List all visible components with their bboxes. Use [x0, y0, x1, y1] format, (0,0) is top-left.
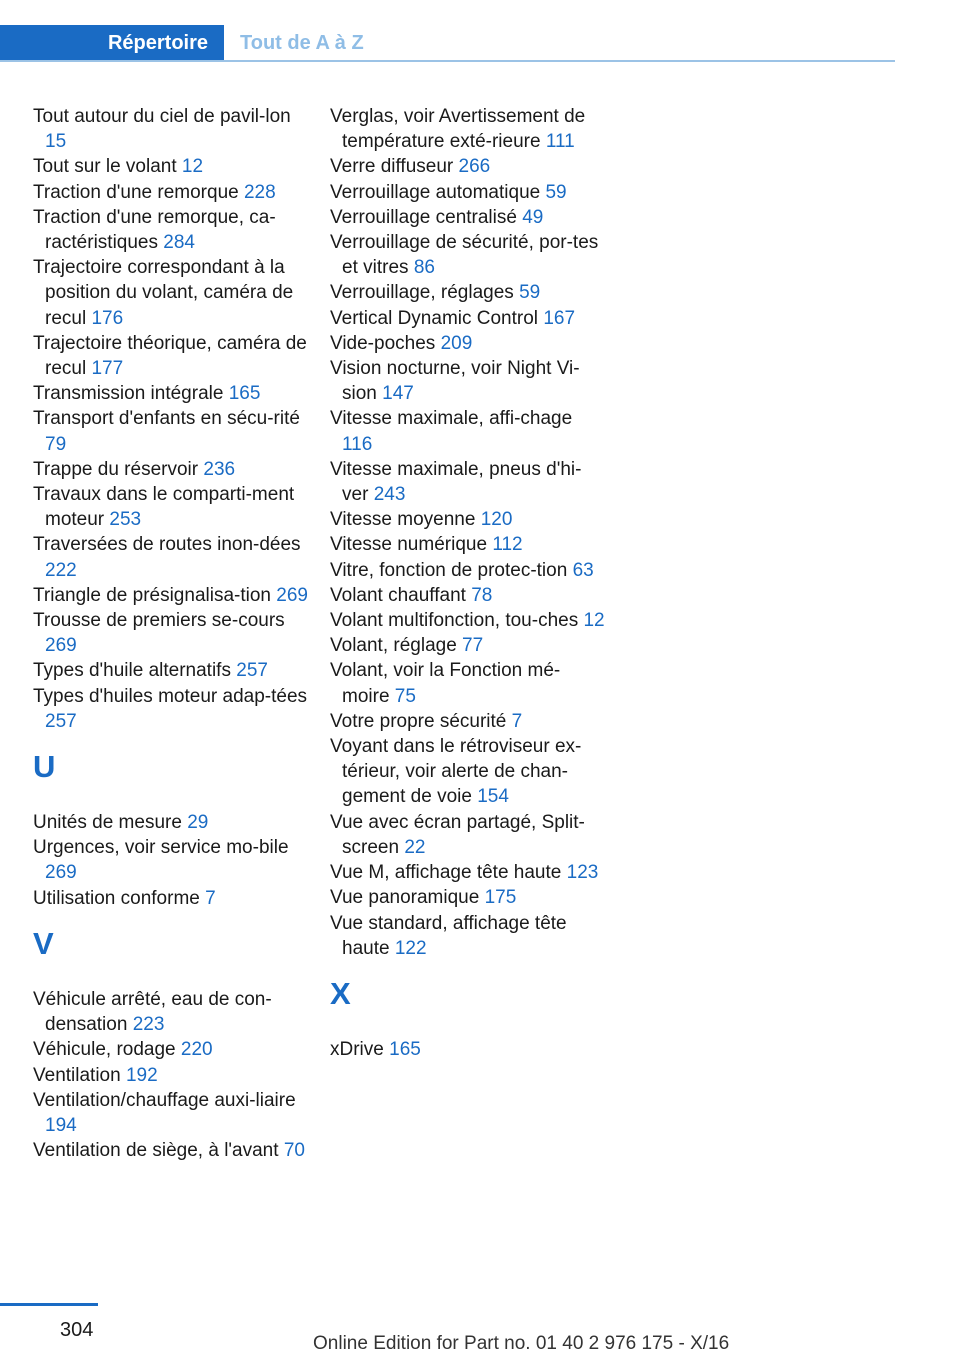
- section-letter-x: X: [330, 975, 351, 1011]
- index-entry-text: Volant, réglage: [330, 635, 457, 657]
- page-link[interactable]: 269: [276, 584, 308, 606]
- index-entry: [330, 306, 605, 331]
- index-entry-text: Trajectoire correspondant à la position du volant, caméra de recul: [33, 257, 294, 329]
- index-entry: [33, 684, 308, 734]
- index-entry: [330, 810, 605, 860]
- page-link[interactable]: 12: [181, 156, 204, 178]
- page-link[interactable]: 123: [566, 862, 599, 884]
- page-link[interactable]: 257: [45, 710, 77, 732]
- page-link[interactable]: 253: [109, 509, 142, 531]
- page-link[interactable]: 269: [45, 862, 77, 884]
- index-entry-text: Vue avec écran partagé, Split-screen: [330, 811, 585, 858]
- index-entry: [33, 608, 308, 658]
- index-entry: [330, 633, 605, 658]
- index-entry-text: Transport d'enfants en sécu-rité: [33, 408, 300, 430]
- index-entry: [33, 482, 308, 532]
- page-link[interactable]: 257: [236, 660, 268, 682]
- index-entry-text: Vitesse maximale, affi-chage: [330, 408, 573, 430]
- page-link[interactable]: 86: [413, 257, 435, 279]
- index-entry-text: Volant multifonction, tou-ches: [330, 610, 579, 632]
- index-entry: [330, 230, 605, 280]
- page-link[interactable]: 284: [163, 232, 195, 254]
- index-entry-text: Triangle de présignalisa-tion: [33, 584, 271, 606]
- page-link[interactable]: 59: [545, 181, 567, 203]
- index-entry-text: Véhicule, rodage: [33, 1039, 176, 1061]
- edition-note: Online Edition for Part no. 01 40 2 976 175 - X/16: [313, 1333, 730, 1354]
- page-link[interactable]: 75: [394, 685, 416, 707]
- page-link[interactable]: 220: [180, 1039, 213, 1061]
- index-entry: [330, 205, 605, 230]
- index-entry: [330, 180, 605, 205]
- page-link[interactable]: 78: [471, 584, 493, 606]
- index-entry: [330, 154, 605, 179]
- index-entry: [330, 583, 605, 608]
- index-entry-text: Vitesse moyenne: [330, 509, 476, 531]
- page-link[interactable]: 177: [91, 358, 124, 380]
- index-entry-text: Transmission intégrale: [33, 383, 224, 405]
- page-link[interactable]: 165: [389, 1038, 421, 1060]
- page-link[interactable]: 15: [45, 131, 67, 153]
- page-link[interactable]: 79: [45, 433, 67, 455]
- index-entry-text: Trousse de premiers se-cours: [33, 610, 285, 632]
- index-entry: [33, 406, 308, 456]
- page-link[interactable]: 111: [545, 131, 575, 153]
- index-entry: [330, 558, 605, 583]
- index-entry-text: Utilisation conforme: [33, 887, 200, 909]
- page-link[interactable]: 154: [477, 786, 509, 808]
- page-link[interactable]: 12: [583, 610, 605, 632]
- index-entry: [330, 734, 605, 810]
- index-entry-text: Vide-poches: [330, 332, 436, 354]
- index-entry: [330, 280, 605, 305]
- index-entry: [330, 532, 605, 557]
- index-entry-text: Travaux dans le comparti-ment moteur: [33, 484, 295, 531]
- index-entry: [33, 1037, 308, 1062]
- index-entry: [33, 1088, 308, 1138]
- index-entry-text: Vertical Dynamic Control: [330, 307, 539, 329]
- page-link[interactable]: 59: [519, 282, 541, 304]
- index-entry-text: Types d'huile alternatifs: [33, 660, 231, 682]
- index-entry: [330, 1037, 605, 1062]
- index-entry-text: xDrive: [330, 1038, 384, 1060]
- index-entry: [33, 205, 308, 255]
- index-entry-text: Traction d'une remorque, ca-ractéristiques: [33, 206, 276, 254]
- index-entry: [33, 331, 308, 381]
- index-entry-text: Urgences, voir service mo-bile: [33, 837, 289, 859]
- index-entry-text: Verrouillage automatique: [330, 181, 541, 203]
- page-link[interactable]: 223: [132, 1014, 165, 1036]
- index-entry-text: Traction d'une remorque: [33, 181, 239, 203]
- page-link[interactable]: 194: [45, 1114, 77, 1136]
- index-entry-text: Vue M, affichage tête haute: [330, 862, 562, 884]
- index-entry: [33, 457, 308, 482]
- index-column-right: [330, 104, 605, 1062]
- index-column-left: [33, 104, 308, 1163]
- index-entry: [33, 532, 308, 582]
- page-link[interactable]: 112: [492, 534, 523, 556]
- index-entry: [33, 1138, 308, 1163]
- index-entry-text: Ventilation de siège, à l'avant: [33, 1140, 279, 1162]
- index-entry-text: Véhicule arrêté, eau de con-densation: [33, 988, 272, 1036]
- index-entry-text: Vue standard, affichage tête haute: [330, 912, 567, 959]
- index-entry-text: Traversées de routes inon-dées: [33, 534, 301, 556]
- page-link[interactable]: 228: [243, 181, 276, 203]
- index-entry-text: Trajectoire théorique, caméra de recul: [33, 332, 307, 380]
- page-link[interactable]: 70: [283, 1140, 305, 1162]
- index-entry-text: Vitesse maximale, pneus d'hi-ver: [330, 458, 582, 506]
- index-group-t: [33, 104, 308, 734]
- page-link[interactable]: 209: [440, 332, 473, 354]
- index-entry: [33, 886, 308, 911]
- index-entry: [330, 406, 605, 456]
- index-entry-text: Vitesse numérique: [330, 534, 488, 556]
- index-entry: [33, 583, 308, 608]
- page-number: 304: [60, 1319, 94, 1341]
- page-link[interactable]: 175: [484, 887, 517, 909]
- index-entry: [33, 658, 308, 683]
- index-entry-text: Types d'huiles moteur adap-tées: [33, 685, 308, 707]
- index-group-u: [33, 810, 308, 911]
- index-entry-text: Tout autour du ciel de pavil-lon: [33, 106, 291, 127]
- index-entry-text: Unités de mesure: [33, 812, 182, 834]
- page-link[interactable]: 176: [91, 307, 124, 329]
- tab-repertoire[interactable]: Répertoire: [0, 25, 224, 62]
- index-entry: [33, 154, 308, 179]
- index-group-v-right: [330, 104, 605, 961]
- index-entry: [330, 104, 605, 154]
- page-link[interactable]: 122: [394, 937, 427, 959]
- index-entry: [33, 255, 308, 331]
- page-link[interactable]: 236: [203, 458, 236, 480]
- section-letter-v: V: [33, 925, 54, 961]
- page-link[interactable]: 29: [187, 812, 209, 834]
- page-link[interactable]: 165: [228, 383, 261, 405]
- page-link[interactable]: 243: [373, 484, 406, 506]
- index-entry-text: Verre diffuseur: [330, 156, 454, 178]
- index-entry-text: Vitre, fonction de protec-tion: [330, 559, 568, 581]
- index-entry: [330, 658, 605, 708]
- index-entry: [330, 507, 605, 532]
- index-entry-text: Voyant dans le rétroviseur ex-térieur, voir alerte de chan-gement de voie: [330, 736, 582, 808]
- index-entry-text: Verrouillage de sécurité, por-tes et vitres: [330, 232, 599, 279]
- page-link[interactable]: 49: [522, 206, 544, 228]
- page-link[interactable]: 147: [382, 383, 414, 405]
- page-link[interactable]: 22: [404, 836, 426, 858]
- index-entry-text: Vue panoramique: [330, 887, 480, 909]
- page-link[interactable]: 266: [458, 156, 491, 178]
- page-link[interactable]: 269: [45, 635, 77, 657]
- header-tab-bar: [0, 25, 895, 62]
- index-entry-text: Vision nocturne, voir Night Vi-sion: [330, 358, 580, 405]
- index-entry-text: Volant chauffant: [330, 584, 466, 606]
- index-entry: [330, 885, 605, 910]
- index-entry: [33, 180, 308, 205]
- index-entry-text: Verglas, voir Avertissement de température exté-rieure: [330, 106, 586, 153]
- page-link[interactable]: 116: [342, 433, 373, 455]
- index-entry: [33, 1063, 308, 1088]
- page-link[interactable]: 7: [511, 710, 523, 732]
- index-group-x: [330, 1037, 605, 1062]
- footer-accent-line: [0, 1303, 98, 1306]
- page-link[interactable]: 167: [543, 307, 576, 329]
- index-entry-text: Trappe du réservoir: [33, 458, 199, 480]
- index-entry: [330, 860, 605, 885]
- index-entry: [330, 709, 605, 734]
- index-entry: [330, 356, 605, 406]
- index-entry: [33, 381, 308, 406]
- index-entry: [330, 608, 605, 633]
- page-link[interactable]: 7: [205, 887, 216, 909]
- index-entry: [33, 835, 308, 885]
- index-entry: [33, 987, 308, 1037]
- index-entry-text: Ventilation/chauffage auxi-liaire: [33, 1089, 296, 1111]
- index-entry: [33, 104, 308, 154]
- index-entry: [330, 331, 605, 356]
- index-entry-text: Verrouillage, réglages: [330, 282, 514, 304]
- page-link[interactable]: 192: [125, 1064, 158, 1086]
- index-entry-text: Volant, voir la Fonction mé-moire: [330, 660, 561, 707]
- index-entry: [33, 810, 308, 835]
- page-link[interactable]: 63: [572, 559, 594, 581]
- section-letter-u: U: [33, 749, 56, 785]
- page-link[interactable]: 222: [45, 559, 77, 581]
- tab-tout-de-a-a-z[interactable]: Tout de A à Z: [240, 32, 364, 54]
- index-entry-text: Verrouillage centralisé: [330, 206, 517, 228]
- index-entry: [330, 457, 605, 507]
- index-entry-text: Ventilation: [33, 1064, 121, 1086]
- page-link[interactable]: 120: [480, 509, 513, 531]
- index-entry-text: Tout sur le volant: [33, 156, 177, 178]
- index-entry-text: Votre propre sécurité: [330, 710, 507, 732]
- index-group-v-left: [33, 987, 308, 1163]
- page-link[interactable]: 77: [462, 635, 484, 657]
- header-divider: [0, 60, 895, 62]
- index-entry: [330, 911, 605, 961]
